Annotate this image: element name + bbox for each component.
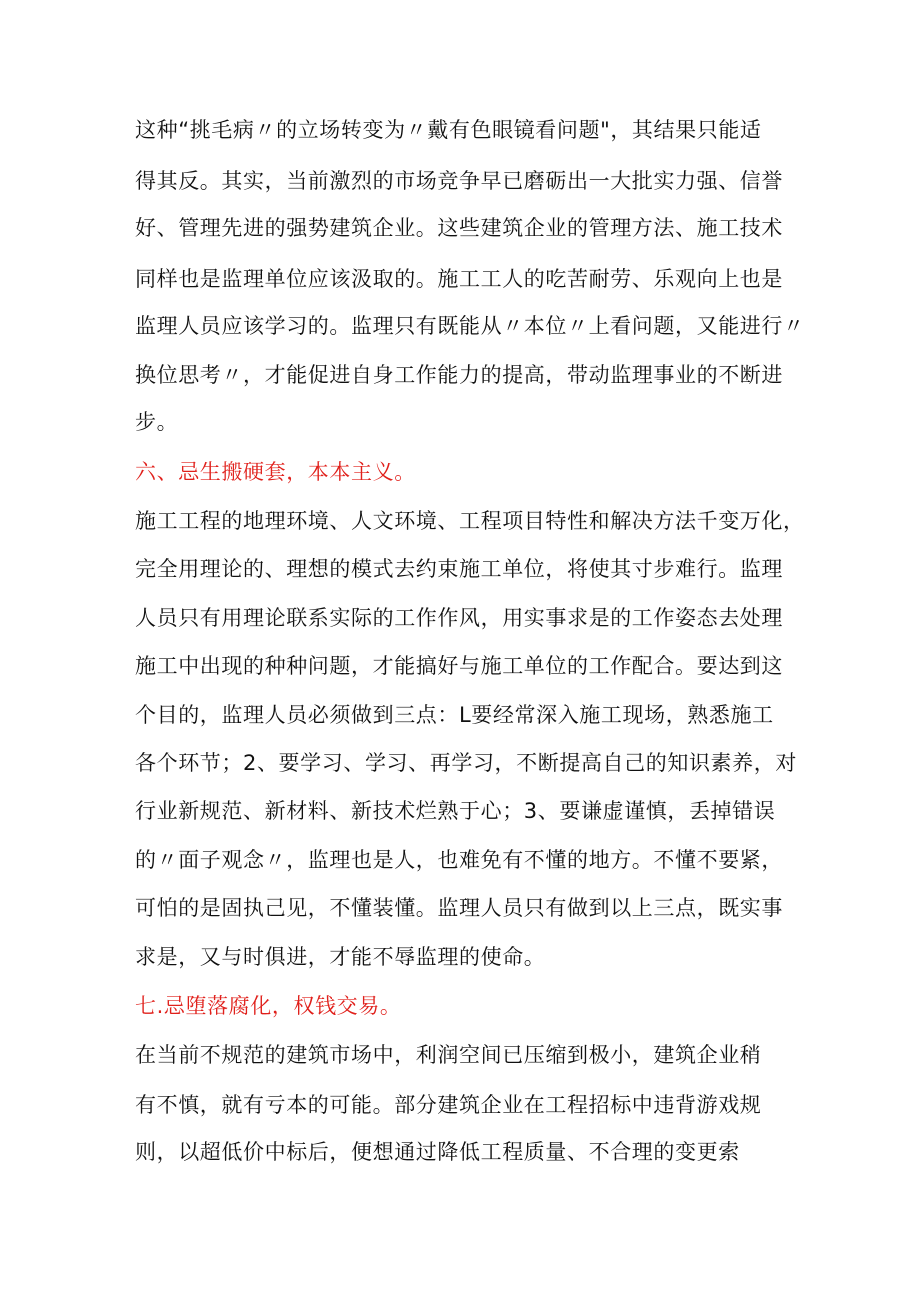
- paragraph-line: 在当前不规范的建筑市场中，利润空间已压缩到极小，建筑企业稍: [135, 1043, 762, 1067]
- paragraph-line: 同样也是监理单位应该汲取的。施工工人的吃苦耐劳、乐观向上也是: [135, 267, 783, 291]
- section-heading-6: 六、忌生搬硬套，本本主义。: [135, 460, 416, 484]
- paragraph-line: 得其反。其实，当前激烈的市场竞争早已磨砺出一大批实力强、信誉: [135, 169, 783, 193]
- section-heading-7: 七.忌堕落腐化，权钱交易。: [135, 994, 402, 1018]
- paragraph-line: 换位思考〃，才能促进自身工作能力的提高，带动监理事业的不断进: [135, 363, 783, 387]
- paragraph-line: 的〃面子观念〃，监理也是人，也难免有不懂的地方。不懂不要紧，: [135, 848, 783, 872]
- paragraph-line: 求是，又与时俱进，才能不辱监理的使命。: [135, 945, 546, 969]
- paragraph-line: 步。: [135, 410, 179, 434]
- paragraph-line: 可怕的是固执己见，不懂装懂。监理人员只有做到以上三点，既实事: [135, 896, 783, 920]
- paragraph-line: 这种“挑毛病〃的立场转变为〃戴有色眼镜看问题"，其结果只能适: [135, 118, 762, 142]
- paragraph-line: 完全用理论的、理想的模式去约束施工单位，将使其寸步难行。监理: [135, 557, 783, 581]
- paragraph-line: 行业新规范、新材料、新技术烂熟于心；3、要谦虚谨慎，丢掉错误: [135, 799, 776, 823]
- paragraph-line: 各个环节；2、要学习、学习、再学习，不断提高自己的知识素养，对: [135, 751, 797, 775]
- paragraph-line: 好、管理先进的强势建筑企业。这些建筑企业的管理方法、施工技术: [135, 216, 783, 240]
- paragraph-line: 个目的，监理人员必须做到三点：L要经常深入施工现场，熟悉施工: [135, 703, 774, 727]
- paragraph-line: 监理人员应该学习的。监理只有既能从〃本位〃上看问题，又能进行〃: [135, 314, 805, 338]
- paragraph-line: 有不慎，就有亏本的可能。部分建筑企业在工程招标中违背游戏规: [135, 1093, 762, 1117]
- paragraph-line: 施工中出现的种种问题，才能搞好与施工单位的工作配合。要达到这: [135, 654, 783, 678]
- paragraph-line: 人员只有用理论联系实际的工作作风，用实事求是的工作姿态去处理: [135, 606, 783, 630]
- paragraph-line: 则，以超低价中标后，便想通过降低工程质量、不合理的变更索: [135, 1140, 740, 1164]
- paragraph-line: 施工工程的地理环境、人文环境、工程项目特性和解决方法千变万化，: [135, 509, 805, 533]
